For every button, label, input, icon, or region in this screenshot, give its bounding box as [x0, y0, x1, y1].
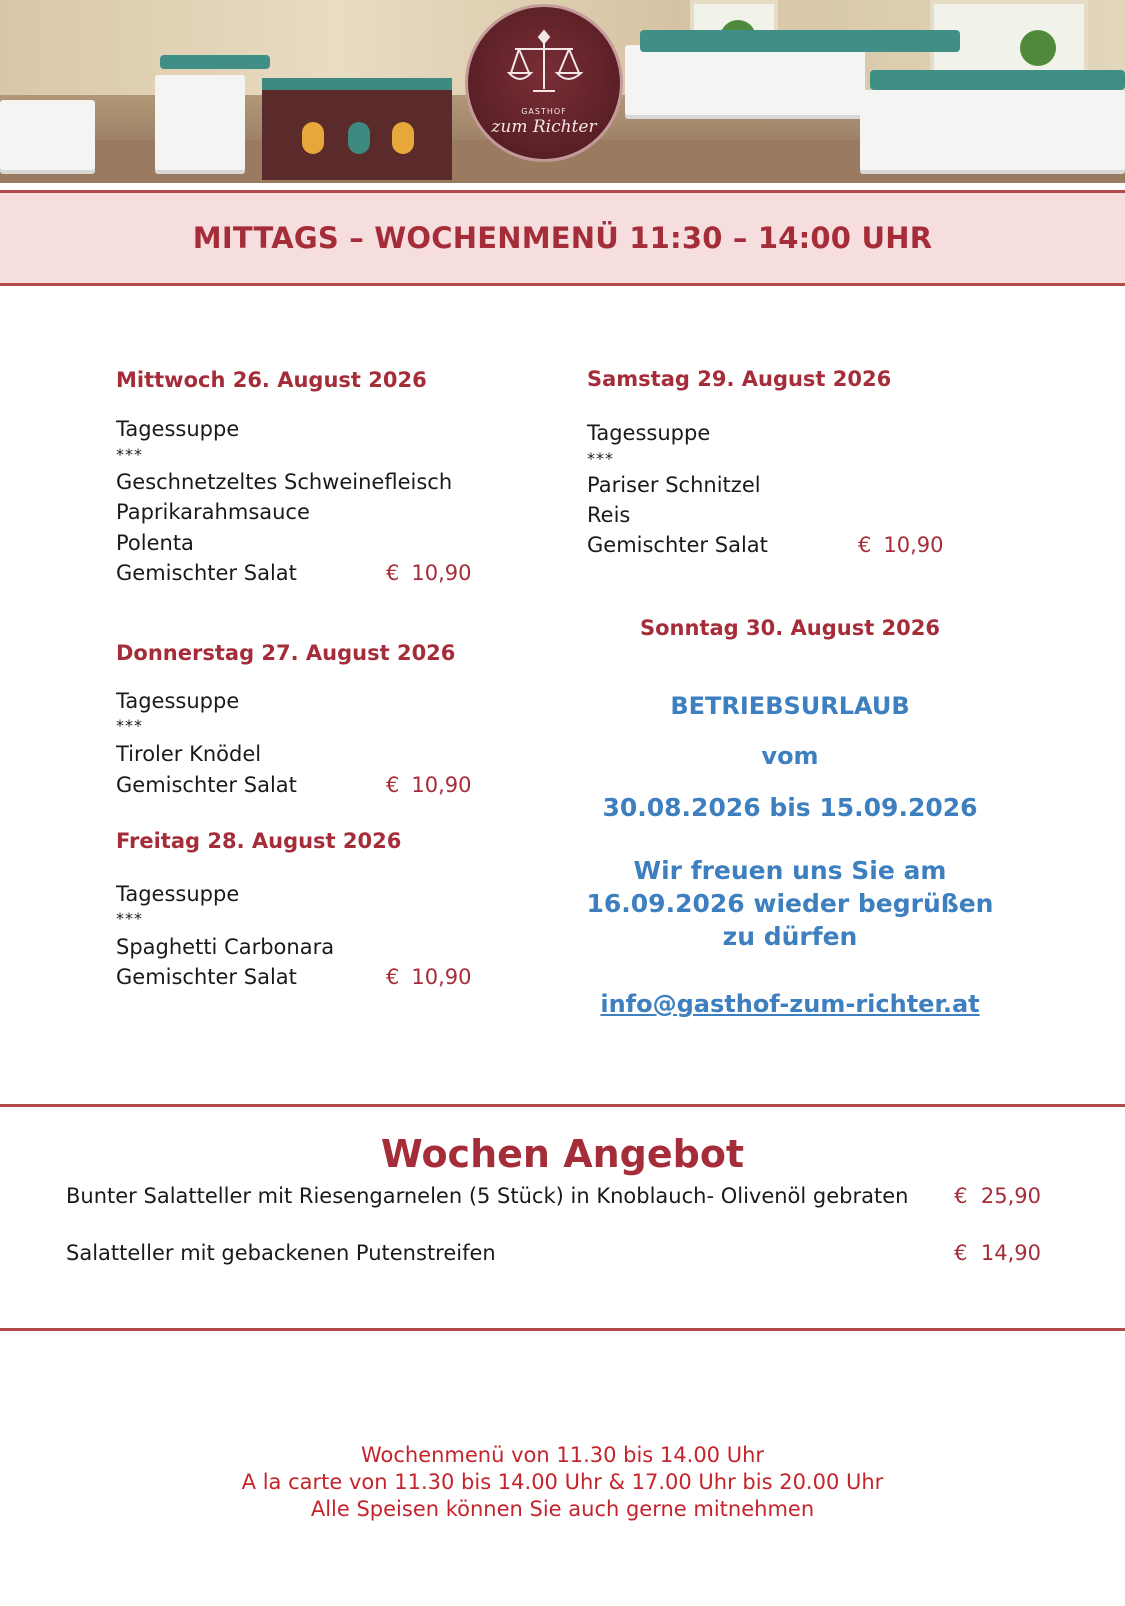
closed-notice: BETRIEBSURLAUB [670, 692, 910, 720]
dish-item: Spaghetti Carbonara [116, 935, 335, 959]
welcome-line: 16.09.2026 wieder begrüßen [586, 889, 994, 918]
dish-salad: Gemischter Salat [587, 533, 768, 557]
logo-subtitle: GASTHOF [521, 107, 567, 116]
dish-item: Paprikarahmsauce [116, 500, 310, 524]
dish-soup: Tagessuppe [116, 417, 240, 441]
footer-line: Wochenmenü von 11.30 bis 14.00 Uhr [360, 1443, 765, 1467]
day-price: € 10,90 [386, 561, 472, 585]
scales-icon [505, 27, 583, 105]
dish-item: Reis [587, 503, 631, 527]
dish-item: Geschnetzeltes Schweinefleisch [116, 470, 453, 494]
dish-item: Polenta [116, 531, 194, 555]
closed-from-label: vom [761, 742, 819, 770]
divider [0, 1328, 1125, 1331]
separator-stars: *** [116, 716, 143, 735]
page-title: MITTAGS – WOCHENMENÜ 11:30 – 14:00 UHR [192, 221, 933, 255]
sunday-heading: Sonntag 30. August 2026 [640, 616, 940, 640]
day-price: € 10,90 [386, 773, 472, 797]
day-price: € 10,90 [858, 533, 944, 557]
offer-item-price: € 14,90 [954, 1241, 1041, 1265]
offer-item-name: Bunter Salatteller mit Riesengarnelen (5 Stück) in Knoblauch- Olivenöl gebraten [66, 1184, 909, 1208]
header-photo [0, 0, 1125, 183]
closed-date-range: 30.08.2026 bis 15.09.2026 [602, 793, 978, 822]
welcome-line: zu dürfen [722, 922, 858, 951]
offer-title: Wochen Angebot [380, 1132, 745, 1176]
separator-stars: *** [587, 449, 614, 468]
dish-salad: Gemischter Salat [116, 773, 297, 797]
dish-salad: Gemischter Salat [116, 561, 297, 585]
dish-item: Tiroler Knödel [116, 742, 262, 766]
dish-item: Pariser Schnitzel [587, 473, 761, 497]
welcome-line: Wir freuen uns Sie am [633, 856, 947, 885]
offer-item-name: Salatteller mit gebackenen Putenstreifen [66, 1241, 496, 1265]
footer-line: A la carte von 11.30 bis 14.00 Uhr & 17.00 Uhr bis 20.00 Uhr [241, 1470, 884, 1494]
dish-salad: Gemischter Salat [116, 965, 297, 989]
separator-stars: *** [116, 909, 143, 928]
dish-soup: Tagessuppe [116, 689, 240, 713]
gasthof-logo [465, 4, 623, 162]
day-heading: Freitag 28. August 2026 [116, 829, 402, 853]
day-heading: Donnerstag 27. August 2026 [116, 641, 456, 665]
footer-line: Alle Speisen können Sie auch gerne mitnehmen [310, 1497, 815, 1521]
offer-item-price: € 25,90 [954, 1184, 1041, 1208]
day-price: € 10,90 [386, 965, 472, 989]
dish-soup: Tagessuppe [587, 421, 711, 445]
email-link[interactable]: info@gasthof-zum-richter.at [600, 990, 980, 1018]
separator-stars: *** [116, 445, 143, 464]
logo-name: zum Richter [491, 117, 597, 137]
title-band [0, 190, 1125, 286]
day-heading: Samstag 29. August 2026 [587, 367, 892, 391]
divider [0, 1104, 1125, 1107]
dish-soup: Tagessuppe [116, 882, 240, 906]
day-heading: Mittwoch 26. August 2026 [116, 368, 427, 392]
